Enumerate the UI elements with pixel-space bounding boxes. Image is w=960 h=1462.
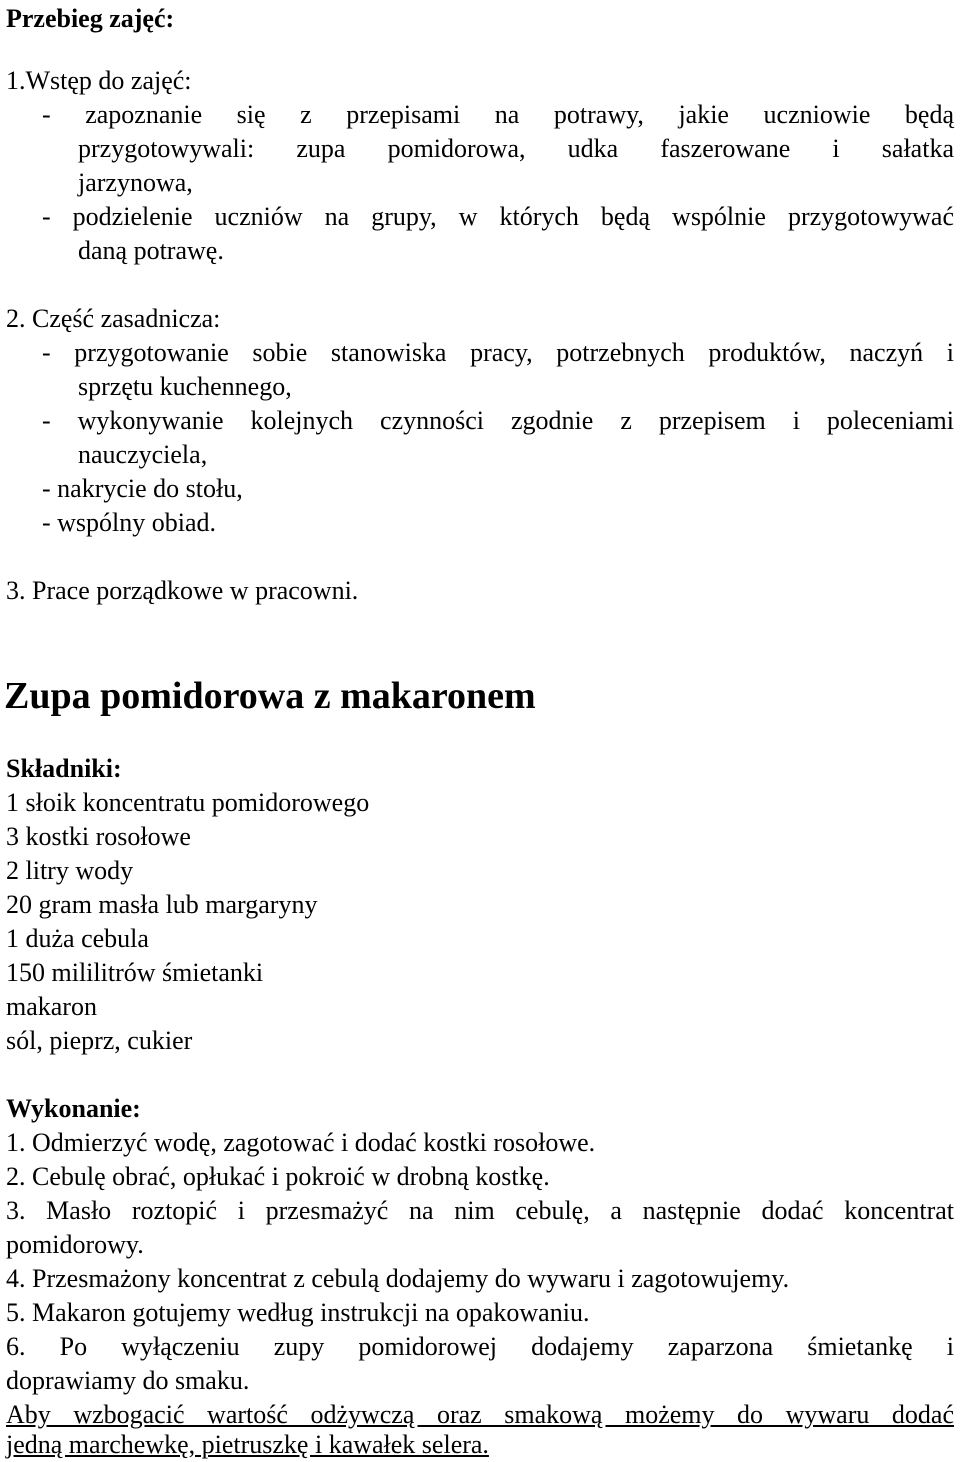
section-2-line: - nakrycie do stołu, bbox=[42, 474, 243, 503]
steps-heading: Wykonanie: bbox=[6, 1094, 141, 1123]
step-line: 5. Makaron gotujemy według instrukcji na opakowaniu. bbox=[6, 1298, 590, 1327]
section-2-line: - przygotowanie sobie stanowiska pracy, potrzebnych produktów, naczyń i bbox=[42, 338, 954, 367]
section-1-heading: 1.Wstęp do zajęć: bbox=[6, 66, 192, 95]
enrichment-note: Aby wzbogacić wartość odżywczą oraz smakową możemy do wywaru dodać bbox=[6, 1400, 954, 1429]
step-line: 6. Po wyłączeniu zupy pomidorowej dodajemy zaparzona śmietankę i bbox=[6, 1332, 954, 1361]
ingredient-item: 2 litry wody bbox=[6, 856, 134, 885]
section-1-line: - podzielenie uczniów na grupy, w których będą wspólnie przygotowywać bbox=[42, 202, 954, 231]
ingredient-item: 150 mililitrów śmietanki bbox=[6, 958, 264, 987]
step-line: 3. Masło roztopić i przesmażyć na nim cebulę, a następnie dodać koncentrat bbox=[6, 1196, 954, 1225]
enrichment-note: jedną marchewkę, pietruszkę i kawałek selera. bbox=[6, 1430, 489, 1459]
ingredient-item: sól, pieprz, cukier bbox=[6, 1026, 193, 1055]
ingredient-item: 3 kostki rosołowe bbox=[6, 822, 191, 851]
step-line: 2. Cebulę obrać, opłukać i pokroić w drobną kostkę. bbox=[6, 1162, 550, 1191]
ingredient-item: makaron bbox=[6, 992, 97, 1021]
section-2-line: - wykonywanie kolejnych czynności zgodnie z przepisem i poleceniami bbox=[42, 406, 954, 435]
ingredient-item: 1 słoik koncentratu pomidorowego bbox=[6, 788, 370, 817]
ingredients-heading: Składniki: bbox=[6, 754, 122, 783]
section-3-heading: 3. Prace porządkowe w pracowni. bbox=[6, 576, 359, 605]
section-2-line: nauczyciela, bbox=[78, 440, 208, 469]
section-1-line: przygotowywali: zupa pomidorowa, udka faszerowane i sałatka bbox=[78, 134, 954, 163]
ingredient-item: 20 gram masła lub margaryny bbox=[6, 890, 318, 919]
step-line: pomidorowy. bbox=[6, 1230, 144, 1259]
step-line: 4. Przesmażony koncentrat z cebulą dodajemy do wywaru i zagotowujemy. bbox=[6, 1264, 790, 1293]
step-line: 1. Odmierzyć wodę, zagotować i dodać kostki rosołowe. bbox=[6, 1128, 596, 1157]
ingredient-item: 1 duża cebula bbox=[6, 924, 149, 953]
section-2-line: - wspólny obiad. bbox=[42, 508, 217, 537]
section-1-line: - zapoznanie się z przepisami na potrawy, jakie uczniowie będą bbox=[42, 100, 954, 129]
step-line: doprawiamy do smaku. bbox=[6, 1366, 250, 1395]
section-2-line: sprzętu kuchennego, bbox=[78, 372, 292, 401]
lesson-plan-title: Przebieg zajęć: bbox=[6, 4, 175, 33]
recipe-title: Zupa pomidorowa z makaronem bbox=[4, 675, 536, 717]
section-1-line: daną potrawę. bbox=[78, 236, 224, 265]
section-1-line: jarzynowa, bbox=[78, 168, 193, 197]
section-2-heading: 2. Część zasadnicza: bbox=[6, 304, 221, 333]
